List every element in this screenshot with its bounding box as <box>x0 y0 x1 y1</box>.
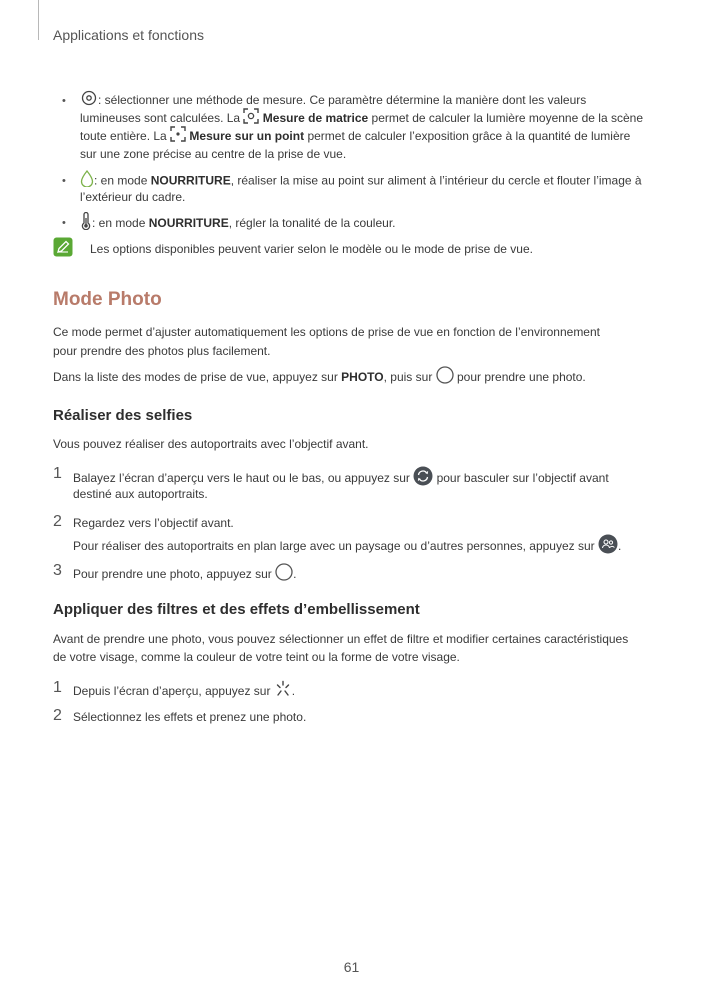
step-text: Pour réaliser des autoportraits en plan large avec un paysage ou d’autres personnes, appuyez sur . <box>73 534 621 560</box>
note-pencil-icon <box>53 237 73 257</box>
step-number: 1 <box>53 465 62 482</box>
shutter-icon <box>436 366 454 390</box>
shutter-icon <box>275 563 293 587</box>
bullet-dot: • <box>62 95 66 107</box>
step-number: 2 <box>53 513 62 530</box>
page-header: Applications et fonctions <box>53 27 204 43</box>
page-number: 61 <box>343 959 360 975</box>
metering-line-3: toute entière. La Mesure sur un point permet de calculer l’exposition grâce à la quantité de lumière <box>80 126 630 148</box>
metering-line-2: lumineuses sont calculées. La Mesure de matrice permet de calculer la lumière moyenne de la scène <box>80 108 643 130</box>
step-number: 1 <box>53 679 62 696</box>
step-text: Pour prendre une photo, appuyez sur . <box>73 563 297 587</box>
switch-camera-icon <box>413 466 433 492</box>
focus-line-2: l’extérieur du cadre. <box>80 190 186 204</box>
paragraph-line: de votre visage, comme la couleur de votre teint ou la forme de votre visage. <box>53 650 460 664</box>
paragraph-line: Vous pouvez réaliser des autoportraits avec l’objectif avant. <box>53 437 369 451</box>
paragraph-line: Avant de prendre une photo, vous pouvez sélectionner un effet de filtre et modifier certaines caractéristiques <box>53 632 629 646</box>
paragraph-line: pour prendre des photos plus facilement. <box>53 344 271 358</box>
note-text: Les options disponibles peuvent varier selon le modèle ou le mode de prise de vue. <box>90 242 533 256</box>
step-number: 3 <box>53 562 62 579</box>
header-rule <box>38 0 39 40</box>
metering-line-1: : sélectionner une méthode de mesure. Ce paramètre détermine la manière dont les valeurs <box>80 90 586 112</box>
focus-line-1: : en mode NOURRITURE, réaliser la mise au point sur aliment à l’intérieur du cercle et flouter l’image à <box>80 170 642 193</box>
step-text: destiné aux autoportraits. <box>73 487 208 501</box>
paragraph-line: Ce mode permet d’ajuster automatiquement les options de prise de vue en fonction de l’environnement <box>53 325 600 339</box>
paragraph-line: Dans la liste des modes de prise de vue, appuyez sur PHOTO, puis sur pour prendre une photo. <box>53 366 586 390</box>
bullet-dot: • <box>62 217 66 229</box>
subsection-title: Réaliser des selfies <box>53 407 193 424</box>
metering-line-4: sur une zone précise au centre de la prise de vue. <box>80 147 347 161</box>
tone-line-1: : en mode NOURRITURE, régler la tonalité de la couleur. <box>80 212 396 236</box>
step-text: Regardez vers l’objectif avant. <box>73 516 234 530</box>
sparkle-effects-icon <box>274 680 292 704</box>
section-title: Mode Photo <box>53 289 162 310</box>
bullet-dot: • <box>62 175 66 187</box>
step-text: Balayez l’écran d’aperçu vers le haut ou le bas, ou appuyez sur pour basculer sur l’objectif avant <box>73 466 609 492</box>
thermometer-icon <box>80 212 92 236</box>
step-number: 2 <box>53 707 62 724</box>
subsection-title: Appliquer des filtres et des effets d’embellissement <box>53 601 420 618</box>
step-text: Sélectionnez les effets et prenez une photo. <box>73 710 307 724</box>
step-text: Depuis l’écran d’aperçu, appuyez sur . <box>73 680 295 704</box>
group-selfie-icon <box>598 534 618 560</box>
